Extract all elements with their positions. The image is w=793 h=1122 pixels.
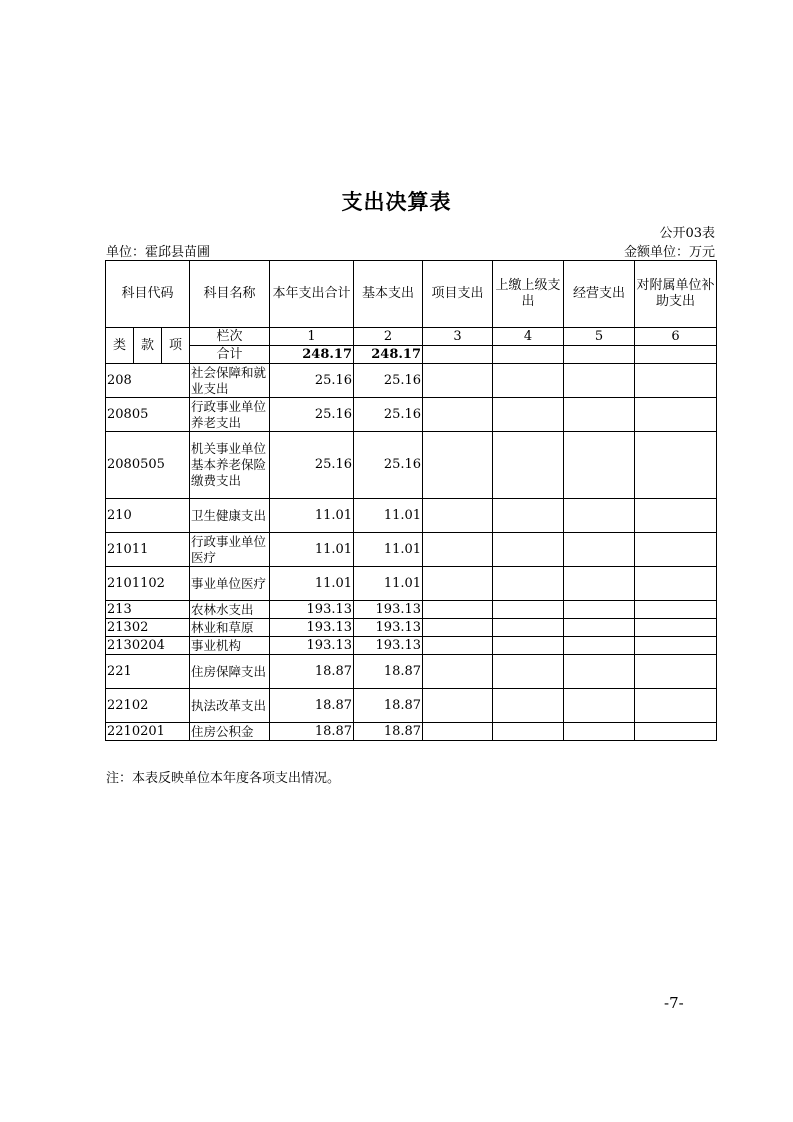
row-code: 22102 [106,689,190,723]
row-code: 208 [106,364,190,398]
amount-unit-label: 金额单位：万元 [623,245,715,260]
col-number-2: 2 [354,328,423,346]
table-row [106,398,717,432]
table-row [106,655,717,689]
header-lanci: 栏次 [190,328,270,346]
table-row [106,567,717,601]
header-business: 经营支出 [564,261,635,328]
row-basic: 18.87 [354,723,423,741]
table-row [106,619,717,637]
header-xiang: 项 [162,328,190,364]
col-number-5: 5 [564,328,635,346]
row-total: 18.87 [270,655,354,689]
row-basic: 18.87 [354,655,423,689]
row-total: 11.01 [270,567,354,601]
row-total: 193.13 [270,601,354,619]
row-total: 25.16 [270,398,354,432]
total-upper [493,346,564,364]
row-total: 18.87 [270,723,354,741]
row-basic: 11.01 [354,567,423,601]
row-basic: 25.16 [354,432,423,499]
total-basic: 248.17 [354,346,423,364]
row-name: 林业和草原 [190,619,270,637]
row-code: 20805 [106,398,190,432]
row-name: 行政事业单位医疗 [190,533,270,567]
row-total: 193.13 [270,637,354,655]
row-name: 住房保障支出 [190,655,270,689]
table-row [106,533,717,567]
header-code: 科目代码 [106,261,190,328]
row-basic: 25.16 [354,398,423,432]
row-name: 事业机构 [190,637,270,655]
col-number-6: 6 [635,328,717,346]
header-subsidy: 对附属单位补助支出 [635,261,717,328]
row-code: 2210201 [106,723,190,741]
row-basic: 193.13 [354,619,423,637]
total-subsidy [635,346,717,364]
column-number-row [106,328,717,346]
header-kuan: 款 [134,328,162,364]
row-basic: 193.13 [354,637,423,655]
row-code: 21302 [106,619,190,637]
row-basic: 193.13 [354,601,423,619]
row-name: 卫生健康支出 [190,499,270,533]
row-name: 住房公积金 [190,723,270,741]
table-row [106,723,717,741]
row-code: 2130204 [106,637,190,655]
row-total: 25.16 [270,432,354,499]
header-name: 科目名称 [190,261,270,328]
total-label: 合计 [190,346,270,364]
row-code: 21011 [106,533,190,567]
row-basic: 11.01 [354,499,423,533]
page-number: -7- [664,994,684,1012]
row-code: 2101102 [106,567,190,601]
row-basic: 25.16 [354,364,423,398]
row-code: 221 [106,655,190,689]
header-lei: 类 [106,328,134,364]
row-name: 社会保障和就业支出 [190,364,270,398]
total-amount: 248.17 [270,346,354,364]
table-row [106,689,717,723]
row-name: 机关事业单位基本养老保险缴费支出 [190,432,270,499]
table-row [106,364,717,398]
row-total: 18.87 [270,689,354,723]
header-upper: 上缴上级支出 [493,261,564,328]
table-note: 注：本表反映单位本年度各项支出情况。 [106,771,341,786]
row-code: 2080505 [106,432,190,499]
row-total: 11.01 [270,533,354,567]
row-name: 执法改革支出 [190,689,270,723]
form-number: 公开03表 [659,226,715,241]
row-name: 农林水支出 [190,601,270,619]
total-row [106,346,717,364]
row-name: 行政事业单位养老支出 [190,398,270,432]
row-name: 事业单位医疗 [190,567,270,601]
table-row [106,432,717,499]
row-total: 11.01 [270,499,354,533]
table-row [106,637,717,655]
row-basic: 11.01 [354,533,423,567]
header-total: 本年支出合计 [270,261,354,328]
page-title: 支出决算表 [341,190,452,214]
unit-label: 单位：霍邱县苗圃 [106,245,211,260]
header-project: 项目支出 [423,261,493,328]
total-business [564,346,635,364]
col-number-1: 1 [270,328,354,346]
row-total: 25.16 [270,364,354,398]
row-code: 213 [106,601,190,619]
row-total: 193.13 [270,619,354,637]
table-row [106,499,717,533]
row-basic: 18.87 [354,689,423,723]
total-project [423,346,493,364]
col-number-3: 3 [423,328,493,346]
header-basic: 基本支出 [354,261,423,328]
header-row [106,261,717,328]
table-row [106,601,717,619]
col-number-4: 4 [493,328,564,346]
row-code: 210 [106,499,190,533]
expenditure-table [105,260,717,741]
